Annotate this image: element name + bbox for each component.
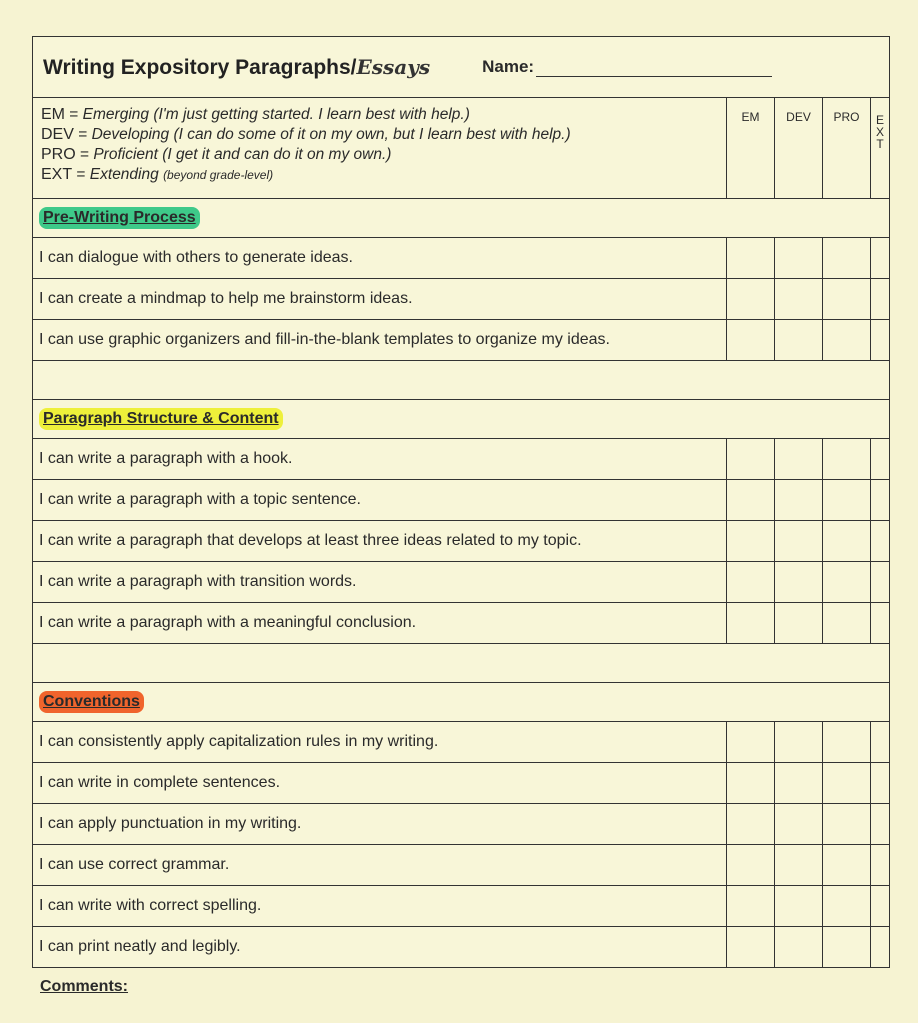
rating-box-pro[interactable] (823, 521, 871, 561)
rating-box-pro[interactable] (823, 927, 871, 967)
column-header-dev: DEV (775, 98, 823, 198)
rubric-item-text: I can write with correct spelling. (33, 886, 727, 926)
legend-note: (beyond grade-level) (163, 168, 274, 182)
legend (33, 98, 727, 198)
column-header-em: EM (727, 98, 775, 198)
legend-line: DEV = Developing (I can do some of it on my own, but I learn best with help.) (41, 126, 571, 143)
rating-box-ext[interactable] (871, 480, 889, 520)
rating-box-pro[interactable] (823, 886, 871, 926)
section-header-row (32, 199, 890, 238)
rating-box-em[interactable] (727, 722, 775, 762)
rating-box-em[interactable] (727, 279, 775, 319)
rubric-item-text: I can write a paragraph that develops at least three ideas related to my topic. (33, 521, 727, 561)
legend-description: Proficient (I get it and can do it on my own.) (93, 146, 392, 163)
rating-box-em[interactable] (727, 562, 775, 602)
legend-line: EM = Emerging (I'm just getting started. I learn best with help.) (41, 106, 470, 123)
legend-description: Emerging (I'm just getting started. I learn best with help.) (82, 106, 470, 123)
column-headers (727, 98, 889, 198)
name-label: Name: (482, 57, 535, 76)
rating-box-em[interactable] (727, 521, 775, 561)
rating-box-dev[interactable] (775, 562, 823, 602)
legend-abbr: EXT (41, 166, 73, 183)
rating-box-pro[interactable] (823, 562, 871, 602)
rating-box-ext[interactable] (871, 722, 889, 762)
rubric-item-text: I can create a mindmap to help me brainstorm ideas. (33, 279, 727, 319)
rating-box-em[interactable] (727, 927, 775, 967)
rating-box-ext[interactable] (871, 320, 889, 360)
rubric-sheet (32, 36, 890, 968)
rating-box-dev[interactable] (775, 480, 823, 520)
legend-line: PRO = Proficient (I get it and can do it on my own.) (41, 146, 392, 163)
rubric-item-row (32, 279, 890, 320)
legend-abbr: DEV (41, 126, 74, 143)
rating-box-dev[interactable] (775, 320, 823, 360)
rating-box-pro[interactable] (823, 238, 871, 278)
rubric-item-row (32, 763, 890, 804)
section-title: Pre-Writing Process (39, 207, 200, 229)
rating-box-em[interactable] (727, 603, 775, 643)
legend-abbr: EM (41, 106, 65, 123)
column-header-pro: PRO (823, 98, 871, 198)
rubric-item-row (32, 562, 890, 603)
rating-box-dev[interactable] (775, 886, 823, 926)
rating-box-em[interactable] (727, 480, 775, 520)
legend-line: EXT = Extending (beyond grade-level) (41, 166, 274, 183)
column-header-ext: E X T (875, 113, 884, 151)
rating-box-pro[interactable] (823, 845, 871, 885)
rubric-item-row (32, 927, 890, 968)
rating-box-dev[interactable] (775, 521, 823, 561)
rubric-item-text: I can write a paragraph with a hook. (33, 439, 727, 479)
rating-box-pro[interactable] (823, 279, 871, 319)
legend-abbr: PRO (41, 146, 76, 163)
rubric-item-row (32, 804, 890, 845)
rating-box-dev[interactable] (775, 804, 823, 844)
page-title (43, 55, 430, 80)
rating-box-ext[interactable] (871, 763, 889, 803)
rating-box-ext[interactable] (871, 238, 889, 278)
rating-box-pro[interactable] (823, 439, 871, 479)
rubric-item-text: I can use graphic organizers and fill-in-the-blank templates to organize my ideas. (33, 320, 727, 360)
rubric-item-row (32, 722, 890, 763)
rating-box-ext[interactable] (871, 279, 889, 319)
rating-box-pro[interactable] (823, 763, 871, 803)
rubric-item-row (32, 439, 890, 480)
rubric-item-row (32, 320, 890, 361)
rubric-sections (32, 199, 890, 968)
rating-box-dev[interactable] (775, 845, 823, 885)
rating-box-dev[interactable] (775, 722, 823, 762)
rubric-item-row (32, 238, 890, 279)
rating-box-dev[interactable] (775, 279, 823, 319)
rubric-item-text: I can write a paragraph with a meaningful conclusion. (33, 603, 727, 643)
rubric-item-row (32, 480, 890, 521)
rubric-item-row (32, 603, 890, 644)
legend-description: Extending (89, 166, 159, 183)
rubric-item-row (32, 886, 890, 927)
rubric-item-text: I can apply punctuation in my writing. (33, 804, 727, 844)
rating-box-ext[interactable] (871, 927, 889, 967)
header-row (32, 36, 890, 97)
rating-box-dev[interactable] (775, 927, 823, 967)
name-field[interactable] (536, 58, 772, 77)
comments-label: Comments: (40, 978, 129, 995)
section-title: Paragraph Structure & Content (39, 408, 283, 430)
rubric-item-row (32, 845, 890, 886)
rating-box-em[interactable] (727, 845, 775, 885)
rating-box-ext[interactable] (871, 845, 889, 885)
spacer-row (32, 644, 890, 683)
rating-box-em[interactable] (727, 238, 775, 278)
rating-box-ext[interactable] (871, 439, 889, 479)
rating-box-dev[interactable] (775, 238, 823, 278)
rating-box-ext[interactable] (871, 804, 889, 844)
section-title: Conventions (39, 691, 144, 713)
title-handwritten: Essays (356, 54, 431, 79)
rating-box-pro[interactable] (823, 603, 871, 643)
rating-box-pro[interactable] (823, 320, 871, 360)
spacer-row (32, 361, 890, 400)
rating-box-pro[interactable] (823, 804, 871, 844)
rubric-item-text: I can consistently apply capitalization rules in my writing. (33, 722, 727, 762)
rating-box-em[interactable] (727, 804, 775, 844)
rubric-item-text: I can write in complete sentences. (33, 763, 727, 803)
rating-box-pro[interactable] (823, 480, 871, 520)
rubric-item-text: I can write a paragraph with transition words. (33, 562, 727, 602)
rubric-item-text: I can use correct grammar. (33, 845, 727, 885)
section-header-row (32, 400, 890, 439)
rubric-item-row (32, 521, 890, 562)
rating-box-dev[interactable] (775, 603, 823, 643)
rating-box-em[interactable] (727, 439, 775, 479)
rating-box-em[interactable] (727, 320, 775, 360)
legend-row (32, 97, 890, 199)
rating-box-ext[interactable] (871, 603, 889, 643)
rubric-item-text: I can print neatly and legibly. (33, 927, 727, 967)
rubric-item-text: I can write a paragraph with a topic sentence. (33, 480, 727, 520)
rating-box-em[interactable] (727, 886, 775, 926)
legend-description: Developing (I can do some of it on my own, but I learn best with help.) (91, 126, 571, 143)
rating-box-ext[interactable] (871, 562, 889, 602)
rating-box-pro[interactable] (823, 722, 871, 762)
rating-box-em[interactable] (727, 763, 775, 803)
section-header-row (32, 683, 890, 722)
title-printed: Writing Expository Paragraphs/ (43, 55, 357, 79)
rating-box-dev[interactable] (775, 763, 823, 803)
rating-box-ext[interactable] (871, 886, 889, 926)
rating-box-dev[interactable] (775, 439, 823, 479)
rating-box-ext[interactable] (871, 521, 889, 561)
rubric-item-text: I can dialogue with others to generate ideas. (33, 238, 727, 278)
